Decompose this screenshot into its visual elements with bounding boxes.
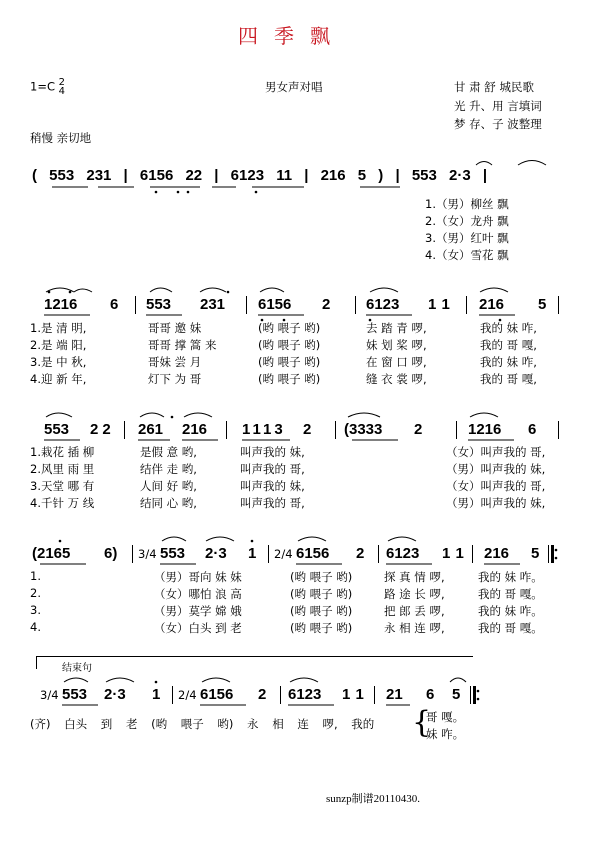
s3-lyric: 是假 意 哟, [140, 445, 197, 459]
credit-line-2: 光 升、用 言填词 [454, 99, 542, 113]
s4-lyric: （男）莫学 嫦 娥 [154, 604, 242, 618]
verse-start-1: 1.（男）柳丝 飘 [425, 197, 509, 211]
slur [162, 537, 186, 541]
s4-note: 5 [531, 545, 540, 562]
octave-dot [69, 291, 72, 294]
ending-note: 5 [452, 686, 461, 703]
s4-note: 1 [248, 545, 257, 562]
octave-dot [187, 191, 190, 194]
s3-lyric: 叫声我的 哥, [240, 496, 305, 510]
s3-lyric: 叫声我的 哥, [240, 462, 305, 476]
s3-note: 553 [44, 421, 70, 438]
s3-lyric: （女）叫声我的 哥, [446, 445, 546, 459]
s4-lyric: (哟 喂子 哟) [290, 570, 353, 584]
ending-label: 结束句 [62, 663, 92, 674]
s2-lyric: (哟 喂子 哟) [258, 338, 321, 352]
s2-lyric: 哥妹 尝 月 [148, 355, 202, 369]
s3-lyric: 叫声我的 妹, [240, 445, 305, 459]
transcriber-credit: sunzp制谱20110430. [326, 793, 421, 805]
s2-lyric: 在 窗 口 啰, [366, 355, 427, 369]
s3-lyric: 4.千针 万 线 [30, 496, 95, 510]
s4-lyric: 我的 妹 咋。 [478, 570, 543, 584]
slur [348, 413, 380, 417]
s4-lyric: （女）哪怕 浪 高 [154, 587, 242, 601]
s2-lyric: 妹 划 桨 啰, [366, 338, 427, 352]
verse-start-3: 3.（男）红叶 飘 [425, 231, 509, 245]
s3-note: 261 [138, 421, 164, 438]
s2-note: 553 [146, 296, 172, 313]
s4-lyric: (哟 喂子 哟) [290, 621, 353, 635]
s3-note: 1113 [242, 421, 286, 438]
s4-lyric: （男）哥向 妹 妹 [154, 570, 242, 584]
s3-lyric: 结同 心 哟, [140, 496, 197, 510]
slur [140, 413, 164, 417]
s4-lyric: 永 相 连 啰, [384, 621, 445, 635]
choice-brace: { [412, 705, 432, 740]
repeat-dot [555, 549, 558, 552]
slur [150, 288, 172, 292]
s2-lyric: 灯下 为 哥 [148, 372, 202, 386]
octave-dot [155, 681, 158, 684]
s4-note: 6156 [296, 545, 330, 562]
s4-note: 6123 [386, 545, 420, 562]
octave-dot [177, 191, 180, 194]
s2-lyric: 哥哥 邀 妹 [148, 321, 202, 335]
slur [202, 678, 230, 682]
slur [480, 288, 508, 292]
time-denominator: 4 [58, 86, 66, 97]
ending-note: 11 [342, 686, 370, 703]
s3-lyric: 2.风里 雨 里 [30, 462, 95, 476]
octave-dot [369, 319, 372, 322]
time-numerator: 2 [58, 77, 66, 88]
s4-note: 2·3 [205, 545, 227, 562]
ending-note: 2·3 [104, 686, 126, 703]
intro-notation: ( 553 231 | 6156 22 | 6123 11 | 216 5 ) | 553 2·3 | [32, 167, 488, 184]
s2-note: 11 [428, 296, 456, 313]
s2-note: 231 [200, 296, 226, 313]
s3-lyric: 人间 好 哟, [140, 479, 197, 493]
final-dot [477, 690, 480, 693]
s3-lyric: 叫声我的 妹, [240, 479, 305, 493]
s2-note: 1216 [44, 296, 78, 313]
s3-lyric: 结伴 走 哟, [140, 462, 197, 476]
octave-dot [48, 291, 51, 294]
s2-lyric: 我的 妹 咋, [480, 321, 537, 335]
s3-note: 6 [528, 421, 537, 438]
s2-lyric: 3.是 中 秋, [30, 355, 87, 369]
s4-lyric: 我的 妹 咋。 [478, 604, 543, 618]
s3-note: 2 [303, 421, 312, 438]
s4-note: 6) [104, 545, 118, 562]
ending-note: 6123 [288, 686, 322, 703]
s3-note: 216 [182, 421, 208, 438]
slur [46, 413, 72, 417]
octave-dot [227, 291, 230, 294]
final-dot [477, 698, 480, 701]
s2-lyric: 1.是 清 明, [30, 321, 87, 335]
s2-lyric: 4.迎 新 年, [30, 372, 87, 386]
s2-note: 6 [110, 296, 119, 313]
slur [476, 162, 492, 166]
slur [206, 537, 234, 541]
s4-lyric: 我的 哥 嘎。 [478, 621, 543, 635]
ending-note: 6 [426, 686, 435, 703]
s3-lyric: （男）叫声我的 妹, [446, 462, 546, 476]
s3-lyric: （男）叫声我的 妹, [446, 496, 546, 510]
time-change-34: 3/4 [138, 547, 157, 561]
s3-note: 2 [414, 421, 423, 438]
s2-lyric: (哟 喂子 哟) [258, 372, 321, 386]
s2-note: 6156 [258, 296, 292, 313]
s4-lyric: 4. [30, 620, 41, 634]
s2-note: 2 [322, 296, 331, 313]
ending-note: 2 [258, 686, 267, 703]
octave-dot [283, 319, 286, 322]
s2-lyric: 去 踏 青 啰, [366, 321, 427, 335]
slur [64, 678, 88, 682]
s2-lyric: 我的 哥 嘎, [480, 372, 537, 386]
repeat-dot [555, 557, 558, 560]
s4-lyric: 3. [30, 603, 41, 617]
slur [518, 161, 546, 166]
slur [184, 413, 212, 417]
time-change-24: 2/4 [274, 547, 293, 561]
slur [470, 413, 498, 417]
slur [106, 678, 134, 682]
slur [200, 288, 226, 292]
s4-note: 2 [356, 545, 365, 562]
key-signature: 1=C 2 4 [30, 77, 66, 97]
s3-lyric: 1.栽花 插 柳 [30, 445, 95, 459]
ending-choice-2: 妹 咋。 [426, 727, 465, 741]
octave-dot [255, 191, 258, 194]
s4-note: 11 [442, 545, 470, 562]
ending-note: 553 [62, 686, 88, 703]
octave-dot [499, 319, 502, 322]
octave-dot [171, 416, 174, 419]
s4-lyric: 路 途 长 啰, [384, 587, 445, 601]
ending-lyric: (齐) 白头 到 老 (哟 喂子 哟) 永 相 连 啰, 我的 [30, 717, 375, 731]
slur [370, 288, 398, 292]
s2-lyric: (哟 喂子 哟) [258, 321, 321, 335]
slur [388, 537, 416, 541]
s4-note: (2165 [32, 545, 71, 562]
s2-lyric: 我的 哥 嘎, [480, 338, 537, 352]
s3-note: (3333 [344, 421, 383, 438]
credit-line-3: 梦 存、子 波整理 [454, 117, 542, 131]
s4-lyric: 1. [30, 569, 41, 583]
s4-lyric: （女）白头 到 老 [154, 621, 242, 635]
slur [74, 289, 92, 292]
s4-lyric: 把 郎 丢 啰, [384, 604, 445, 618]
s4-lyric: (哟 喂子 哟) [290, 604, 353, 618]
ending-time-24: 2/4 [178, 688, 197, 702]
s4-lyric: 探 真 情 啰, [384, 570, 445, 584]
s2-lyric: (哟 喂子 哟) [258, 355, 321, 369]
s2-lyric: 2.是 端 阳, [30, 338, 87, 352]
ending-note: 6156 [200, 686, 234, 703]
ending-note: 21 [386, 686, 403, 703]
octave-dot [251, 540, 254, 543]
slur [290, 678, 318, 682]
s4-note: 553 [160, 545, 186, 562]
verse-start-2: 2.（女）龙舟 飘 [425, 214, 509, 228]
slur [260, 288, 284, 292]
s2-lyric: 缝 衣 裳 啰, [366, 372, 427, 386]
s2-lyric: 我的 妹 咋, [480, 355, 537, 369]
performance-form: 男女声对唱 [265, 80, 323, 94]
s3-lyric: 3.天堂 哪 有 [30, 479, 95, 493]
s4-lyric: (哟 喂子 哟) [290, 587, 353, 601]
credit-line-1: 甘 肃 舒 城民歌 [454, 80, 534, 94]
ending-time-34: 3/4 [40, 688, 59, 702]
s2-note: 6123 [366, 296, 400, 313]
s2-note: 5 [538, 296, 547, 313]
page-title: 四季飘 [238, 24, 346, 48]
octave-dot [155, 191, 158, 194]
octave-dot [59, 540, 62, 543]
s3-note: 1216 [468, 421, 502, 438]
slur [298, 537, 326, 541]
s3-lyric: （女）叫声我的 哥, [446, 479, 546, 493]
verse-start-4: 4.（女）雪花 飘 [425, 248, 509, 262]
s4-note: 216 [484, 545, 510, 562]
octave-dot [261, 319, 264, 322]
s4-lyric: 我的 哥 嘎。 [478, 587, 543, 601]
s2-note: 216 [479, 296, 505, 313]
s3-note: 22 [90, 421, 115, 438]
ending-note: 1 [152, 686, 161, 703]
ending-choice-1: 哥 嘎。 [426, 710, 465, 724]
s4-lyric: 2. [30, 586, 41, 600]
s2-lyric: 哥哥 撑 篙 来 [148, 338, 217, 352]
tempo-marking: 稍慢 亲切地 [30, 131, 92, 145]
fermata [450, 678, 466, 682]
